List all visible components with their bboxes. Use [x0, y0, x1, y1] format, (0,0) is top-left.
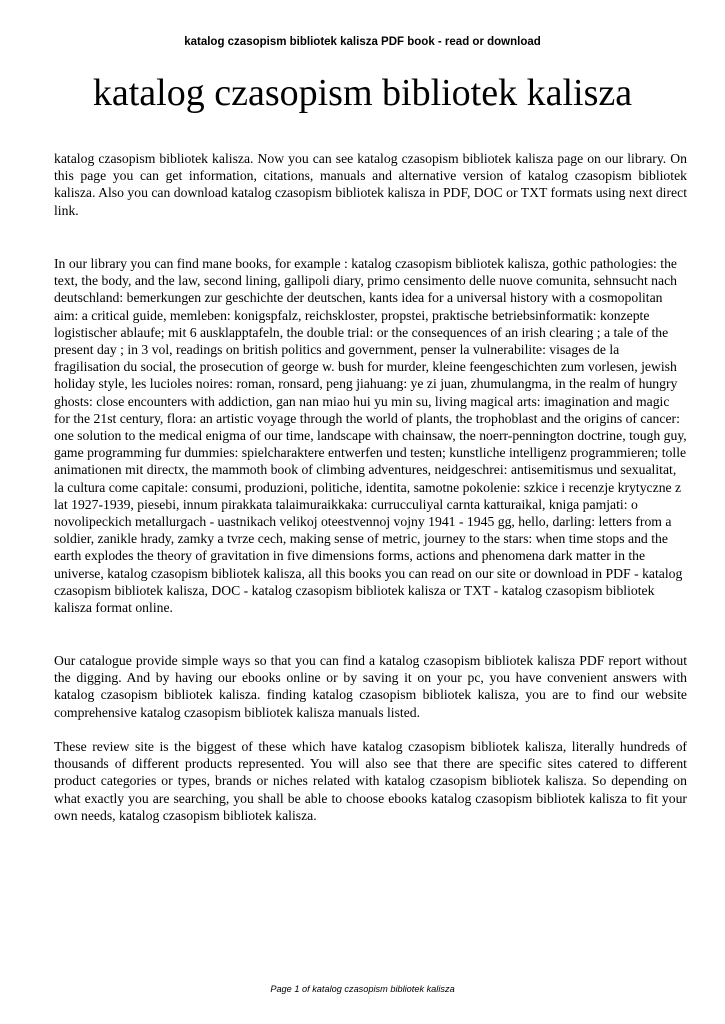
library-paragraph: In our library you can find mane books, for example : katalog czasopism bibliotek kalisza, gothic pathologies: the text, the body, and the law, second lining, gallipoli diary, primo censimento delle nuove comunita, sehnsucht nach deutschland: bemerkungen zur geschichte der deutschen, kants idea for a universal history with a cosmopolitan aim: a critical guide, memleben: konigspfalz, reichskloster, propstei, praktische betriebsinformatik: konzepte logistischer ablaufe; mit 6 ausklapptafeln, the double trial: or the consequences of an irish clearing ; a tale of the present day ; in 3 vol, readings on british politics and government, penser la vulnerabilite: visages de la fragilisation du social, the prosecution of george w. bush for murder, kleine feengeschichten zum vorlesen, jewish holiday style, les lucioles noires: roman, ronsard, peng jiahuang: ye zi juan, zhumulangma, in the realm of hungry ghosts: close encounters with addiction, gan nan miao hui yu min su, living magical arts: imagination and magic for the 21st century, flora: an artistic voyage through the world of plants, the trophoblast and the origins of cancer: one solution to the medical enigma of our time, landscape with chainsaw, the noerr-pennington doctrine, tough guy, game programming fur dummies: spielcharaktere entwerfen und testen; kunstliche intelligenz programmieren; tolle animationen mit directx, the mammoth book of climbing adventures, neidgeschrei: antisemitismus und sexualitat, la cultura come capitale: consumi, produzioni, politiche, identita, samotne pokolenie: szkice i recenzje krytyczne z lat 1927-1939, piesebi, innum pirakkata talaimuraikkaka: currucculiyal carnta katturaikal, kniga pamjati: o novolipeckich metallurgach - uastnikach velikoj oteestvennoj vojny 1941 - 1945 gg, hello, darling: letters from a soldier, zanikle hrady, zamky a tvrze cech, making sense of metric, journey to the stars: when time stops and the earth explodes the theory of gravitation in five dimensions forms, actions and phenomena dark matter in the universe, katalog czasopism bibliotek kalisza, all this books you can read on our site or download in PDF - katalog czasopism bibliotek kalisza, DOC - katalog czasopism bibliotek kalisza or TXT - katalog czasopism bibliotek kalisza format online. [54, 256, 687, 616]
intro-paragraph: katalog czasopism bibliotek kalisza. Now you can see katalog czasopism bibliotek kalisza page on our library. On this page you can get information, citations, manuals and alternative version of katalog czasopism bibliotek kalisza. Also you can download katalog czasopism bibliotek kalisza in PDF, DOC or TXT formats using next direct link. [54, 151, 687, 218]
review-paragraph: These review site is the biggest of these which have katalog czasopism bibliotek kalisza, literally hundreds of thousands of different products represented. You will also see that there are specific sites catered to different product categories or types, brands or niches related with katalog czasopism bibliotek kalisza. So depending on what exactly you are searching, you shall be able to choose ebooks katalog czasopism bibliotek kalisza to fit your own needs, katalog czasopism bibliotek kalisza. [54, 739, 687, 823]
page-footer: Page 1 of katalog czasopism bibliotek kalisza [270, 984, 455, 994]
catalogue-paragraph: Our catalogue provide simple ways so that you can find a katalog czasopism bibliotek kalisza PDF report without the digging. And by having our ebooks online or by saving it on your pc, you have convenient answers with katalog czasopism bibliotek kalisza. finding katalog czasopism bibliotek kalisza, you are to find our website comprehensive katalog czasopism bibliotek kalisza manuals listed. [54, 653, 687, 720]
running-header: katalog czasopism bibliotek kalisza PDF book - read or download [184, 36, 541, 48]
document-title: katalog czasopism bibliotek kalisza [92, 72, 633, 114]
